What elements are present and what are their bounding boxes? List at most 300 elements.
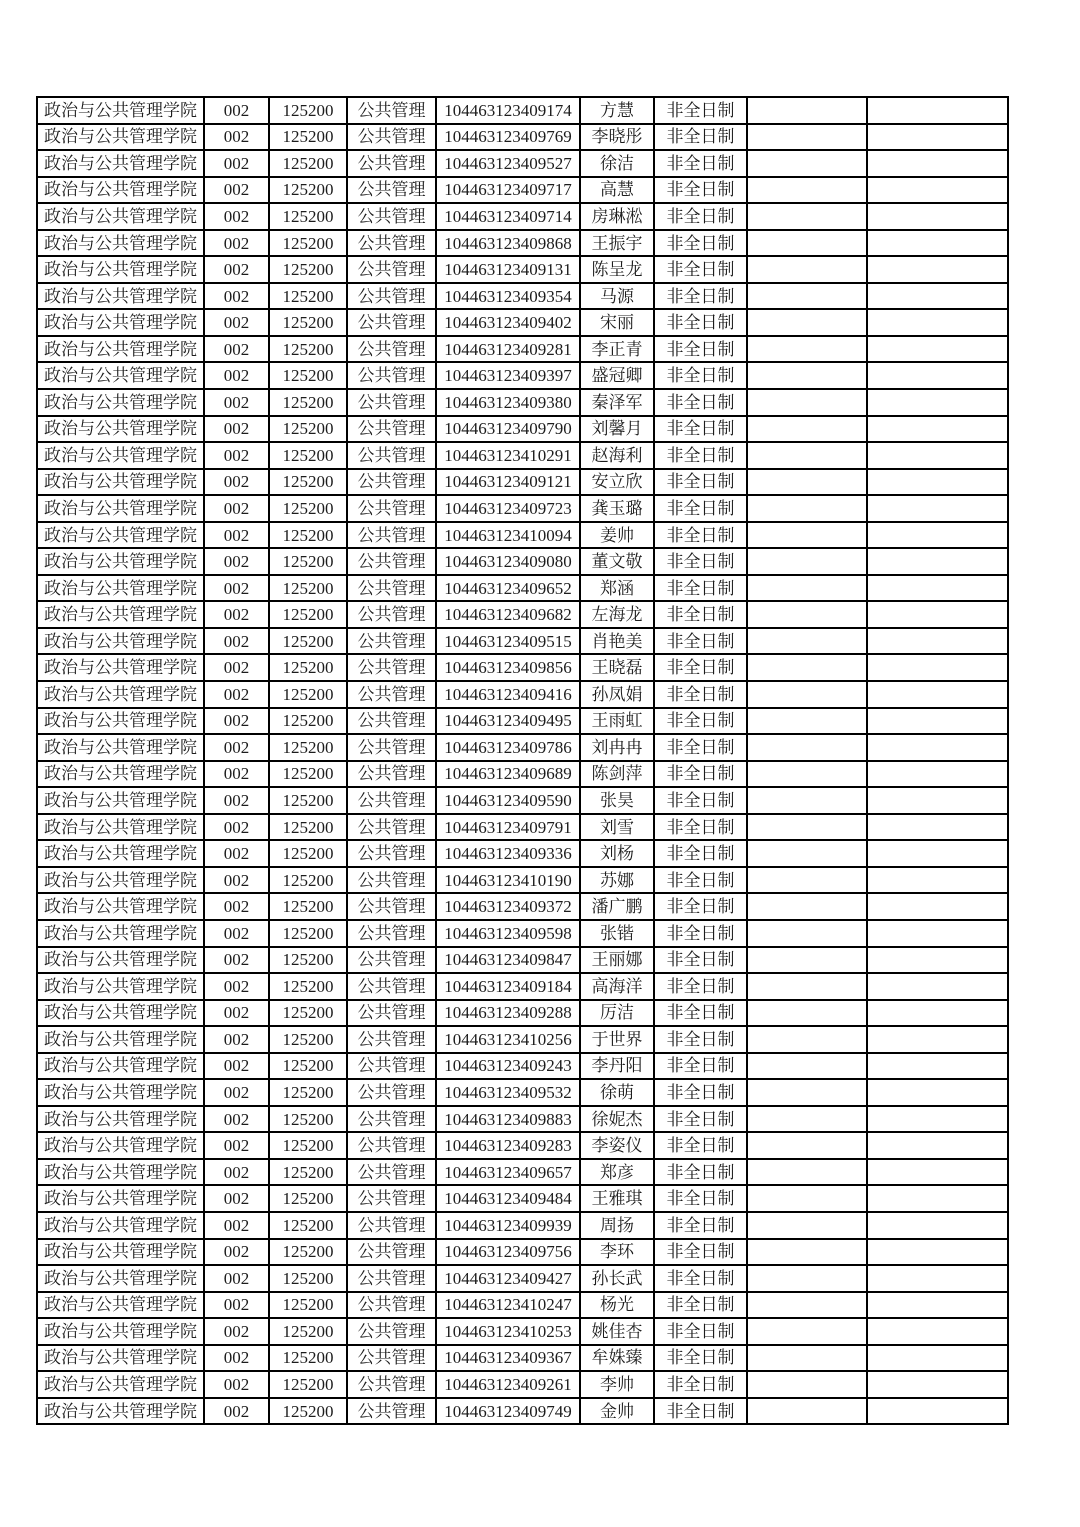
- cell-college: 政治与公共管理学院: [37, 469, 204, 496]
- table-row: [37, 654, 1008, 681]
- cell-major-code: 125200: [269, 362, 347, 389]
- cell-blank-1: [747, 177, 867, 204]
- cell-candidate-id: 104463123409590: [436, 787, 580, 814]
- cell-student-name: 李帅: [580, 1371, 654, 1398]
- table-row: [37, 97, 1008, 124]
- cell-major-code: 125200: [269, 230, 347, 257]
- cell-study-mode: 非全日制: [654, 177, 747, 204]
- cell-major-code: 125200: [269, 203, 347, 230]
- cell-student-name: 刘雪: [580, 814, 654, 841]
- cell-dept-code: 002: [204, 495, 269, 522]
- cell-major-name: 公共管理: [347, 1371, 436, 1398]
- cell-blank-1: [747, 1026, 867, 1053]
- cell-major-code: 125200: [269, 495, 347, 522]
- cell-college: 政治与公共管理学院: [37, 416, 204, 443]
- cell-college: 政治与公共管理学院: [37, 920, 204, 947]
- cell-college: 政治与公共管理学院: [37, 1106, 204, 1133]
- cell-student-name: 肖艳美: [580, 628, 654, 655]
- cell-study-mode: 非全日制: [654, 336, 747, 363]
- cell-blank-2: [867, 601, 1008, 628]
- cell-study-mode: 非全日制: [654, 787, 747, 814]
- cell-major-name: 公共管理: [347, 416, 436, 443]
- cell-dept-code: 002: [204, 654, 269, 681]
- cell-student-name: 郑涵: [580, 575, 654, 602]
- cell-blank-1: [747, 495, 867, 522]
- cell-study-mode: 非全日制: [654, 920, 747, 947]
- cell-study-mode: 非全日制: [654, 628, 747, 655]
- cell-major-code: 125200: [269, 1079, 347, 1106]
- cell-blank-2: [867, 681, 1008, 708]
- cell-major-name: 公共管理: [347, 1026, 436, 1053]
- cell-blank-2: [867, 256, 1008, 283]
- table-body: [37, 97, 1008, 1424]
- cell-study-mode: 非全日制: [654, 124, 747, 151]
- cell-major-code: 125200: [269, 601, 347, 628]
- cell-blank-1: [747, 416, 867, 443]
- cell-major-name: 公共管理: [347, 1185, 436, 1212]
- cell-study-mode: 非全日制: [654, 283, 747, 310]
- cell-blank-1: [747, 203, 867, 230]
- cell-blank-1: [747, 1371, 867, 1398]
- cell-student-name: 李环: [580, 1239, 654, 1266]
- cell-major-name: 公共管理: [347, 1000, 436, 1027]
- cell-study-mode: 非全日制: [654, 309, 747, 336]
- table-row: [37, 1265, 1008, 1292]
- cell-study-mode: 非全日制: [654, 1185, 747, 1212]
- cell-candidate-id: 104463123409484: [436, 1185, 580, 1212]
- cell-study-mode: 非全日制: [654, 1132, 747, 1159]
- cell-study-mode: 非全日制: [654, 1212, 747, 1239]
- cell-college: 政治与公共管理学院: [37, 1185, 204, 1212]
- cell-study-mode: 非全日制: [654, 1345, 747, 1372]
- cell-major-name: 公共管理: [347, 1212, 436, 1239]
- cell-dept-code: 002: [204, 97, 269, 124]
- cell-dept-code: 002: [204, 1159, 269, 1186]
- cell-blank-2: [867, 522, 1008, 549]
- cell-student-name: 金帅: [580, 1398, 654, 1425]
- cell-study-mode: 非全日制: [654, 442, 747, 469]
- cell-major-code: 125200: [269, 575, 347, 602]
- table-row: [37, 814, 1008, 841]
- cell-dept-code: 002: [204, 575, 269, 602]
- cell-major-name: 公共管理: [347, 893, 436, 920]
- cell-major-code: 125200: [269, 1212, 347, 1239]
- cell-blank-1: [747, 1000, 867, 1027]
- cell-major-name: 公共管理: [347, 761, 436, 788]
- cell-candidate-id: 104463123409791: [436, 814, 580, 841]
- cell-blank-2: [867, 124, 1008, 151]
- cell-dept-code: 002: [204, 1000, 269, 1027]
- cell-college: 政治与公共管理学院: [37, 867, 204, 894]
- cell-blank-2: [867, 309, 1008, 336]
- table-row: [37, 495, 1008, 522]
- cell-dept-code: 002: [204, 601, 269, 628]
- cell-major-code: 125200: [269, 814, 347, 841]
- cell-dept-code: 002: [204, 309, 269, 336]
- cell-study-mode: 非全日制: [654, 1265, 747, 1292]
- cell-candidate-id: 104463123409847: [436, 947, 580, 974]
- cell-candidate-id: 104463123409336: [436, 840, 580, 867]
- cell-dept-code: 002: [204, 1398, 269, 1425]
- cell-blank-1: [747, 522, 867, 549]
- cell-student-name: 苏娜: [580, 867, 654, 894]
- cell-major-name: 公共管理: [347, 1106, 436, 1133]
- cell-candidate-id: 104463123409717: [436, 177, 580, 204]
- table-row: [37, 787, 1008, 814]
- cell-college: 政治与公共管理学院: [37, 1000, 204, 1027]
- cell-major-code: 125200: [269, 1106, 347, 1133]
- cell-candidate-id: 104463123409283: [436, 1132, 580, 1159]
- cell-candidate-id: 104463123409402: [436, 309, 580, 336]
- cell-college: 政治与公共管理学院: [37, 309, 204, 336]
- table-row: [37, 1053, 1008, 1080]
- cell-candidate-id: 104463123410190: [436, 867, 580, 894]
- table-row: [37, 1185, 1008, 1212]
- cell-dept-code: 002: [204, 973, 269, 1000]
- cell-college: 政治与公共管理学院: [37, 1239, 204, 1266]
- cell-blank-1: [747, 283, 867, 310]
- cell-college: 政治与公共管理学院: [37, 97, 204, 124]
- cell-major-name: 公共管理: [347, 1265, 436, 1292]
- table-row: [37, 1345, 1008, 1372]
- cell-major-name: 公共管理: [347, 1239, 436, 1266]
- table-row: [37, 708, 1008, 735]
- cell-blank-2: [867, 416, 1008, 443]
- cell-dept-code: 002: [204, 1132, 269, 1159]
- cell-dept-code: 002: [204, 867, 269, 894]
- cell-college: 政治与公共管理学院: [37, 1026, 204, 1053]
- cell-blank-2: [867, 469, 1008, 496]
- cell-blank-1: [747, 920, 867, 947]
- cell-college: 政治与公共管理学院: [37, 973, 204, 1000]
- table-row: [37, 893, 1008, 920]
- cell-study-mode: 非全日制: [654, 654, 747, 681]
- cell-blank-1: [747, 947, 867, 974]
- cell-major-code: 125200: [269, 1000, 347, 1027]
- table-row: [37, 548, 1008, 575]
- cell-major-code: 125200: [269, 893, 347, 920]
- cell-blank-2: [867, 1345, 1008, 1372]
- cell-major-name: 公共管理: [347, 336, 436, 363]
- cell-blank-1: [747, 893, 867, 920]
- cell-major-name: 公共管理: [347, 522, 436, 549]
- cell-major-name: 公共管理: [347, 150, 436, 177]
- cell-dept-code: 002: [204, 893, 269, 920]
- cell-major-name: 公共管理: [347, 283, 436, 310]
- cell-study-mode: 非全日制: [654, 734, 747, 761]
- cell-student-name: 龚玉璐: [580, 495, 654, 522]
- cell-student-name: 李丹阳: [580, 1053, 654, 1080]
- table-row: [37, 1026, 1008, 1053]
- cell-blank-2: [867, 495, 1008, 522]
- cell-dept-code: 002: [204, 1106, 269, 1133]
- cell-blank-2: [867, 1106, 1008, 1133]
- cell-blank-1: [747, 628, 867, 655]
- cell-dept-code: 002: [204, 761, 269, 788]
- cell-college: 政治与公共管理学院: [37, 1398, 204, 1425]
- cell-candidate-id: 104463123410291: [436, 442, 580, 469]
- cell-candidate-id: 104463123409080: [436, 548, 580, 575]
- cell-study-mode: 非全日制: [654, 1106, 747, 1133]
- cell-study-mode: 非全日制: [654, 1053, 747, 1080]
- cell-major-code: 125200: [269, 1132, 347, 1159]
- cell-major-code: 125200: [269, 947, 347, 974]
- cell-student-name: 左海龙: [580, 601, 654, 628]
- cell-dept-code: 002: [204, 708, 269, 735]
- table-row: [37, 681, 1008, 708]
- cell-blank-2: [867, 920, 1008, 947]
- table-row: [37, 761, 1008, 788]
- cell-candidate-id: 104463123410247: [436, 1292, 580, 1319]
- table-row: [37, 1106, 1008, 1133]
- cell-major-name: 公共管理: [347, 469, 436, 496]
- cell-candidate-id: 104463123409281: [436, 336, 580, 363]
- cell-major-name: 公共管理: [347, 575, 436, 602]
- table-row: [37, 1000, 1008, 1027]
- cell-major-name: 公共管理: [347, 947, 436, 974]
- cell-major-code: 125200: [269, 389, 347, 416]
- cell-dept-code: 002: [204, 1239, 269, 1266]
- cell-blank-2: [867, 1159, 1008, 1186]
- cell-candidate-id: 104463123409184: [436, 973, 580, 1000]
- cell-major-name: 公共管理: [347, 442, 436, 469]
- cell-blank-2: [867, 840, 1008, 867]
- cell-college: 政治与公共管理学院: [37, 893, 204, 920]
- cell-student-name: 刘馨月: [580, 416, 654, 443]
- cell-college: 政治与公共管理学院: [37, 1345, 204, 1372]
- cell-blank-2: [867, 1132, 1008, 1159]
- cell-major-code: 125200: [269, 761, 347, 788]
- cell-major-name: 公共管理: [347, 1079, 436, 1106]
- table-row: [37, 256, 1008, 283]
- table-row: [37, 601, 1008, 628]
- cell-dept-code: 002: [204, 1265, 269, 1292]
- cell-dept-code: 002: [204, 362, 269, 389]
- cell-major-code: 125200: [269, 1026, 347, 1053]
- cell-student-name: 于世界: [580, 1026, 654, 1053]
- cell-dept-code: 002: [204, 336, 269, 363]
- cell-student-name: 马源: [580, 283, 654, 310]
- cell-major-code: 125200: [269, 1185, 347, 1212]
- cell-blank-1: [747, 575, 867, 602]
- cell-candidate-id: 104463123409495: [436, 708, 580, 735]
- cell-blank-1: [747, 256, 867, 283]
- cell-major-code: 125200: [269, 442, 347, 469]
- cell-candidate-id: 104463123409790: [436, 416, 580, 443]
- cell-student-name: 王雅琪: [580, 1185, 654, 1212]
- cell-major-code: 125200: [269, 920, 347, 947]
- cell-major-code: 125200: [269, 1053, 347, 1080]
- cell-blank-2: [867, 389, 1008, 416]
- cell-blank-2: [867, 1053, 1008, 1080]
- cell-college: 政治与公共管理学院: [37, 734, 204, 761]
- cell-candidate-id: 104463123409714: [436, 203, 580, 230]
- cell-study-mode: 非全日制: [654, 416, 747, 443]
- table-row: [37, 389, 1008, 416]
- cell-candidate-id: 104463123409657: [436, 1159, 580, 1186]
- cell-blank-1: [747, 442, 867, 469]
- table-row: [37, 840, 1008, 867]
- cell-blank-2: [867, 761, 1008, 788]
- cell-major-name: 公共管理: [347, 1398, 436, 1425]
- cell-study-mode: 非全日制: [654, 522, 747, 549]
- cell-dept-code: 002: [204, 416, 269, 443]
- cell-major-name: 公共管理: [347, 814, 436, 841]
- cell-student-name: 秦泽军: [580, 389, 654, 416]
- table-row: [37, 1239, 1008, 1266]
- cell-student-name: 房琳淞: [580, 203, 654, 230]
- cell-blank-1: [747, 1159, 867, 1186]
- cell-student-name: 赵海利: [580, 442, 654, 469]
- cell-major-name: 公共管理: [347, 1318, 436, 1345]
- cell-student-name: 陈剑萍: [580, 761, 654, 788]
- cell-college: 政治与公共管理学院: [37, 1265, 204, 1292]
- table-row: [37, 416, 1008, 443]
- cell-dept-code: 002: [204, 203, 269, 230]
- cell-blank-1: [747, 1185, 867, 1212]
- cell-major-code: 125200: [269, 124, 347, 151]
- cell-college: 政治与公共管理学院: [37, 283, 204, 310]
- cell-dept-code: 002: [204, 947, 269, 974]
- cell-major-code: 125200: [269, 681, 347, 708]
- cell-major-name: 公共管理: [347, 256, 436, 283]
- cell-major-name: 公共管理: [347, 787, 436, 814]
- cell-major-code: 125200: [269, 1345, 347, 1372]
- table-row: [37, 575, 1008, 602]
- cell-dept-code: 002: [204, 1053, 269, 1080]
- cell-major-code: 125200: [269, 787, 347, 814]
- cell-major-code: 125200: [269, 973, 347, 1000]
- cell-student-name: 王振宇: [580, 230, 654, 257]
- cell-candidate-id: 104463123409354: [436, 283, 580, 310]
- cell-blank-1: [747, 654, 867, 681]
- cell-student-name: 姚佳杏: [580, 1318, 654, 1345]
- cell-blank-2: [867, 787, 1008, 814]
- cell-major-name: 公共管理: [347, 1132, 436, 1159]
- table-row: [37, 947, 1008, 974]
- cell-candidate-id: 104463123409131: [436, 256, 580, 283]
- table-row: [37, 283, 1008, 310]
- cell-study-mode: 非全日制: [654, 469, 747, 496]
- cell-candidate-id: 104463123410253: [436, 1318, 580, 1345]
- cell-major-name: 公共管理: [347, 177, 436, 204]
- cell-blank-1: [747, 230, 867, 257]
- cell-dept-code: 002: [204, 1079, 269, 1106]
- cell-student-name: 郑彦: [580, 1159, 654, 1186]
- table-row: [37, 150, 1008, 177]
- table-row: [37, 309, 1008, 336]
- cell-study-mode: 非全日制: [654, 575, 747, 602]
- cell-blank-2: [867, 1185, 1008, 1212]
- cell-blank-1: [747, 1239, 867, 1266]
- cell-college: 政治与公共管理学院: [37, 203, 204, 230]
- cell-dept-code: 002: [204, 548, 269, 575]
- cell-major-name: 公共管理: [347, 97, 436, 124]
- table-row: [37, 336, 1008, 363]
- cell-candidate-id: 104463123409883: [436, 1106, 580, 1133]
- cell-blank-2: [867, 230, 1008, 257]
- cell-student-name: 董文敬: [580, 548, 654, 575]
- cell-blank-1: [747, 1398, 867, 1425]
- cell-student-name: 王晓磊: [580, 654, 654, 681]
- cell-college: 政治与公共管理学院: [37, 787, 204, 814]
- cell-student-name: 陈呈龙: [580, 256, 654, 283]
- cell-major-name: 公共管理: [347, 362, 436, 389]
- cell-study-mode: 非全日制: [654, 150, 747, 177]
- cell-major-code: 125200: [269, 840, 347, 867]
- cell-major-name: 公共管理: [347, 840, 436, 867]
- cell-blank-2: [867, 1371, 1008, 1398]
- cell-student-name: 李姿仪: [580, 1132, 654, 1159]
- cell-college: 政治与公共管理学院: [37, 681, 204, 708]
- cell-blank-2: [867, 893, 1008, 920]
- cell-dept-code: 002: [204, 681, 269, 708]
- cell-blank-1: [747, 601, 867, 628]
- cell-major-name: 公共管理: [347, 628, 436, 655]
- cell-dept-code: 002: [204, 1318, 269, 1345]
- cell-major-code: 125200: [269, 97, 347, 124]
- cell-blank-2: [867, 283, 1008, 310]
- cell-student-name: 王丽娜: [580, 947, 654, 974]
- cell-blank-2: [867, 708, 1008, 735]
- cell-blank-1: [747, 150, 867, 177]
- cell-blank-1: [747, 124, 867, 151]
- cell-major-code: 125200: [269, 416, 347, 443]
- cell-study-mode: 非全日制: [654, 867, 747, 894]
- cell-major-name: 公共管理: [347, 389, 436, 416]
- cell-college: 政治与公共管理学院: [37, 177, 204, 204]
- cell-blank-2: [867, 203, 1008, 230]
- cell-blank-1: [747, 97, 867, 124]
- cell-student-name: 李正青: [580, 336, 654, 363]
- table-row: [37, 469, 1008, 496]
- cell-student-name: 徐洁: [580, 150, 654, 177]
- cell-blank-1: [747, 708, 867, 735]
- table-row: [37, 1159, 1008, 1186]
- cell-college: 政治与公共管理学院: [37, 1318, 204, 1345]
- cell-student-name: 高慧: [580, 177, 654, 204]
- table-row: [37, 1132, 1008, 1159]
- cell-study-mode: 非全日制: [654, 495, 747, 522]
- cell-blank-2: [867, 1079, 1008, 1106]
- cell-blank-1: [747, 734, 867, 761]
- cell-major-code: 125200: [269, 548, 347, 575]
- cell-major-code: 125200: [269, 1292, 347, 1319]
- cell-candidate-id: 104463123409939: [436, 1212, 580, 1239]
- cell-blank-2: [867, 336, 1008, 363]
- cell-blank-2: [867, 177, 1008, 204]
- cell-college: 政治与公共管理学院: [37, 1053, 204, 1080]
- cell-student-name: 刘冉冉: [580, 734, 654, 761]
- cell-major-name: 公共管理: [347, 1345, 436, 1372]
- cell-blank-2: [867, 947, 1008, 974]
- cell-student-name: 王雨虹: [580, 708, 654, 735]
- cell-student-name: 刘杨: [580, 840, 654, 867]
- cell-study-mode: 非全日制: [654, 389, 747, 416]
- cell-blank-2: [867, 654, 1008, 681]
- cell-blank-1: [747, 1053, 867, 1080]
- cell-dept-code: 002: [204, 1345, 269, 1372]
- cell-blank-1: [747, 840, 867, 867]
- cell-major-name: 公共管理: [347, 203, 436, 230]
- cell-major-code: 125200: [269, 867, 347, 894]
- cell-major-name: 公共管理: [347, 867, 436, 894]
- cell-major-name: 公共管理: [347, 309, 436, 336]
- cell-college: 政治与公共管理学院: [37, 814, 204, 841]
- table-row: [37, 1292, 1008, 1319]
- cell-candidate-id: 104463123409397: [436, 362, 580, 389]
- cell-major-code: 125200: [269, 522, 347, 549]
